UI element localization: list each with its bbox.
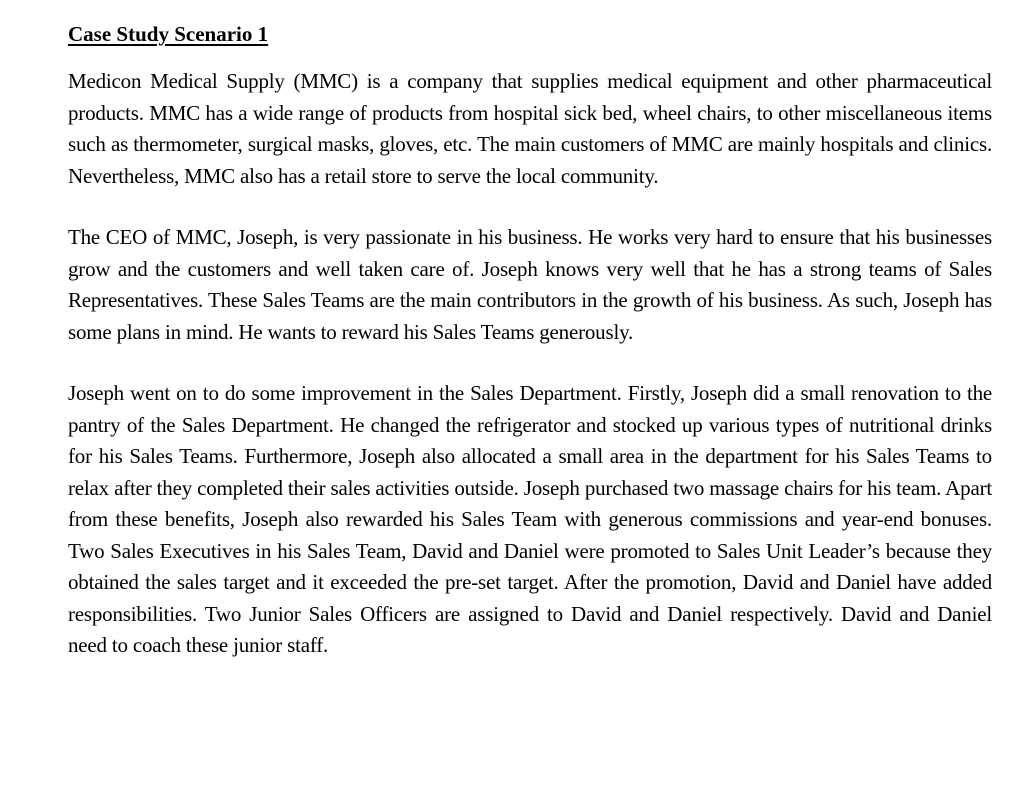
document-title: Case Study Scenario 1 bbox=[68, 22, 269, 46]
paragraph-improvements: Joseph went on to do some improvement in the Sales Department. Firstly, Joseph did a small renovation to the pantry of the Sales Department. He changed the refrigerator and stocked up various types of nutritional drinks for his Sales Teams. Furthermore, Joseph also allocated a small area in the department for his Sales Teams to relax after they completed their sales activities outside. Joseph purchased two massage chairs for his team. Apart from these benefits, Joseph also rewarded his Sales Team with generous commissions and year-end bonuses. Two Sales Executives in his Sales Team, David and Daniel were promoted to Sales Unit Leader’s because they obtained the sales target and it exceeded the pre-set target. After the promotion, David and Daniel have added responsibilities. Two Junior Sales Officers are assigned to David and Daniel respectively. David and Daniel need to coach these junior staff. bbox=[68, 381, 992, 657]
document-page bbox=[68, 20, 992, 662]
paragraph-ceo: The CEO of MMC, Joseph, is very passionate in his business. He works very hard to ensure that his businesses grow and the customers and well taken care of. Joseph knows very well that he has a strong teams of Sales Representatives. These Sales Teams are the main contributors in the growth of his business. As such, Joseph has some plans in mind. He wants to reward his Sales Teams generously. bbox=[68, 225, 992, 344]
paragraph-company-intro: Medicon Medical Supply (MMC) is a company that supplies medical equipment and other pharmaceutical products. MMC has a wide range of products from hospital sick bed, wheel chairs, to other miscellaneous items such as thermometer, surgical masks, gloves, etc. The main customers of MMC are mainly hospitals and clinics. Nevertheless, MMC also has a retail store to serve the local community. bbox=[68, 69, 992, 188]
